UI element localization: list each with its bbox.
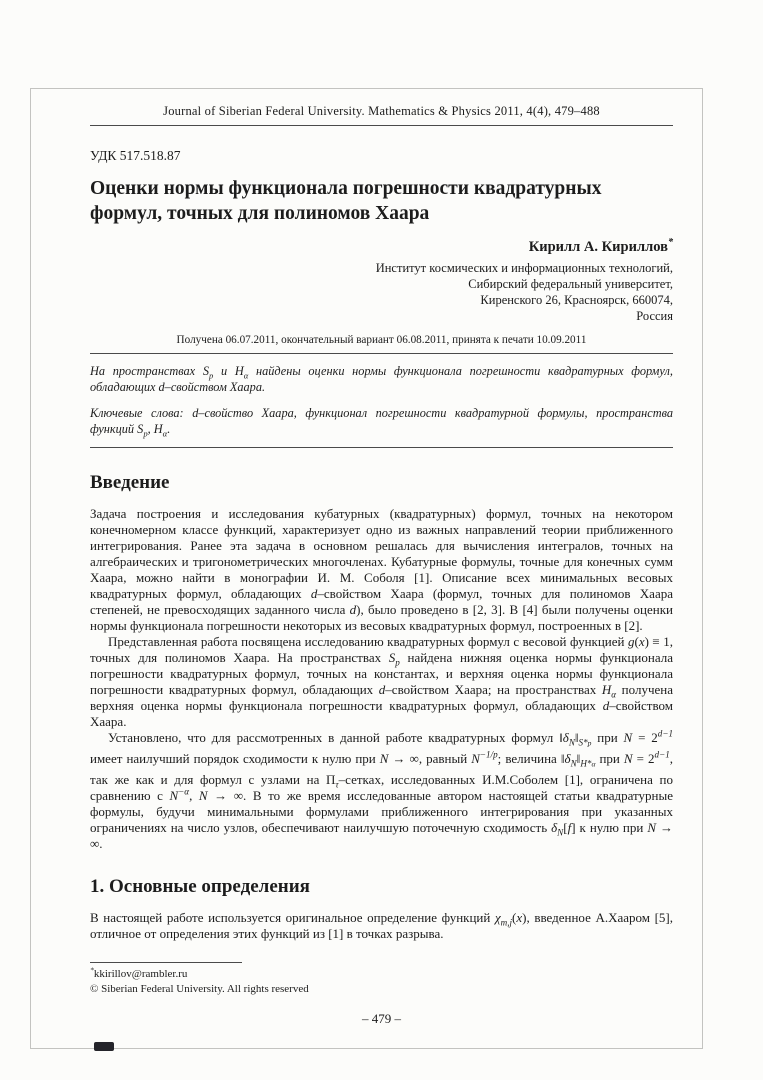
affiliation-line: Сибирский федеральный университет, bbox=[468, 276, 673, 291]
journal-header: Journal of Siberian Federal University. Mathematics & Physics 2011, 4(4), 479–488 bbox=[163, 104, 600, 118]
section-heading-basic-definitions: 1. Основные определения bbox=[90, 876, 310, 898]
article-title: Оценки нормы функционала погрешности квадратурных формул, точных для полиномов Хаара bbox=[90, 178, 602, 225]
affiliation-line: Киренского 26, Красноярск, 660074, bbox=[480, 292, 673, 307]
keywords-text: Ключевые слова: d–свойство Хаара, функционал погрешности квадратурной формулы, пространства функций $S_p$, $H_\alpha$. bbox=[90, 405, 673, 439]
abstract-top-rule bbox=[90, 353, 673, 354]
footnote-copyright: © Siberian Federal University. All rights reserved bbox=[90, 983, 309, 996]
header-rule bbox=[90, 125, 673, 126]
affiliation-line: Россия bbox=[636, 308, 673, 323]
author-name: Кирилл А. Кириллов bbox=[528, 238, 668, 255]
affiliation-line: Институт космических и информационных технологий, bbox=[375, 260, 673, 275]
page-number: – 479 – bbox=[362, 1011, 401, 1027]
author-line bbox=[90, 236, 673, 256]
footnote-rule bbox=[90, 962, 242, 963]
affiliation-block bbox=[90, 260, 673, 324]
abstract-bottom-rule bbox=[90, 447, 673, 448]
section-heading-introduction: Введение bbox=[90, 471, 170, 493]
author-footnote-mark: * bbox=[667, 236, 673, 248]
article-content bbox=[90, 104, 673, 1027]
received-dates-line: Получена 06.07.2011, окончательный вариант 06.08.2011, принята к печати 10.09.2011 bbox=[176, 333, 587, 346]
footnote-email: *kkirillov@rambler.ru bbox=[90, 965, 188, 981]
udc-code: УДК 517.518.87 bbox=[90, 148, 181, 163]
scan-artifact-mark bbox=[94, 1042, 114, 1051]
intro-paragraph-3: Установлено, что для рассмотренных в данной работе квадратурных формул $‖\delta_N‖_{S*p}$ при $N = 2^{d-1}$ имеет наилучший порядок сходимости к нулю при N → ∞, равный $N^{-1/p}$; величина $‖\delta_N‖_{H*\alpha}$ при $N = 2^{d-1}$, так же как и для формул с узлами на $П_\tau$–сетках, исследованных И.М.Соболем [1], ограничена по сравнению с $N^{-\alpha}$, N → ∞. В то же время исследованные автором настоящей статьи квадратурные формулы, будучи минимальными формулами приближенного интегрирования при указанных ограничениях на число узлов, обеспечивают наилучшую поточечную сходимость $\delta_N[f]$ к нулю при N → ∞. bbox=[90, 728, 674, 852]
definitions-paragraph-1: В настоящей работе используется оригинальное определение функций $\chi_{m,j}(x)$, введенное А.Хааром [5], отличное от определения этих функций из [1] в точках разрыва. bbox=[90, 910, 673, 942]
abstract-text: На пространствах $S_p$ и $H_\alpha$ найдены оценки нормы функционала погрешности квадратурных формул, обладающих d–свойством Хаара. bbox=[90, 363, 673, 395]
intro-paragraph-2: Представленная работа посвящена исследованию квадратурных формул с весовой функцией g(x) ≡ 1, точных для полиномов Хаара. На пространствах $S_p$ найдена нижняя оценка нормы функционала погрешности квадратурных формул, точных на константах, и верхняя оценка нормы функционала погрешности квадратурных формул, обладающих d–свойством Хаара; на пространствах $H_\alpha$ получена верхняя оценка нормы функционала погрешности квадратурных формул, обладающих d–свойством Хаара. bbox=[90, 633, 673, 729]
intro-paragraph-1: Задача построения и исследования кубатурных (квадратурных) формул, точных на некотором конечномерном классе функций, характеризует одно из важных направлений теории приближенного интегрирования. Ранее эта задача в основном решалась для вычисления интегралов, точных на алгебраических и тригонометрических многочленах. Кубатурные формулы, точные для конечных сумм Хаара, можно найти в монографии И. М. Соболя [1]. Описание всех минимальных весовых квадратурных формул, обладающих d–свойством Хаара (формул, точных для полиномов Хаара степеней, не превосходящих заданного числа d), было проведено в [2, 3]. В [4] были получены оценки нормы функционала погрешности некоторых из весовых квадратурных формул, построенных в [2]. bbox=[90, 505, 674, 633]
